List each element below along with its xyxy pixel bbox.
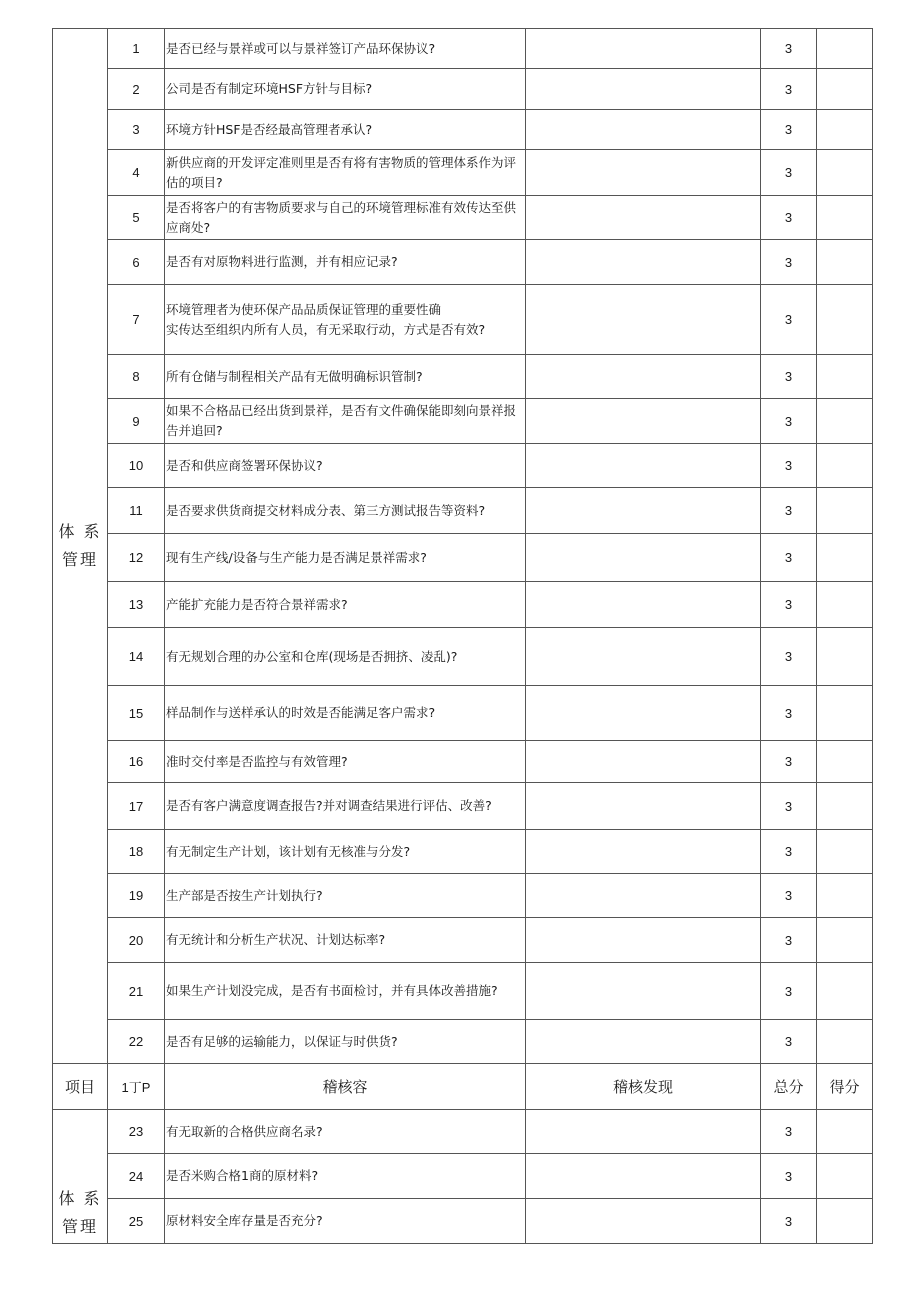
item-number: 23 bbox=[108, 1110, 165, 1154]
total-score: 3 bbox=[761, 488, 817, 534]
audit-finding-cell[interactable] bbox=[526, 240, 761, 285]
total-score: 3 bbox=[761, 963, 817, 1020]
total-score: 3 bbox=[761, 1199, 817, 1244]
total-score: 3 bbox=[761, 150, 817, 196]
score-cell[interactable] bbox=[817, 1199, 873, 1244]
score-cell[interactable] bbox=[817, 110, 873, 150]
table-row bbox=[53, 830, 873, 874]
audit-question: 是否和供应商签署环保协议? bbox=[165, 444, 526, 488]
total-score: 3 bbox=[761, 69, 817, 110]
total-score: 3 bbox=[761, 686, 817, 741]
audit-question: 是否要求供货商提交材料成分表、第三方测试报告等资料? bbox=[165, 488, 526, 534]
score-cell[interactable] bbox=[817, 355, 873, 399]
score-cell[interactable] bbox=[817, 741, 873, 783]
item-number: 6 bbox=[108, 240, 165, 285]
score-cell[interactable] bbox=[817, 582, 873, 628]
audit-finding-cell[interactable] bbox=[526, 444, 761, 488]
table-row bbox=[53, 69, 873, 110]
score-cell[interactable] bbox=[817, 963, 873, 1020]
total-score: 3 bbox=[761, 399, 817, 444]
audit-question: 是否有足够的运输能力，以保证与时供货? bbox=[165, 1020, 526, 1064]
table-row bbox=[53, 534, 873, 582]
audit-question: 是否已经与景祥或可以与景祥签订产品环保协议? bbox=[165, 29, 526, 69]
table-row bbox=[53, 1199, 873, 1244]
header-audit-content: 稽核容 bbox=[165, 1064, 526, 1110]
item-number: 8 bbox=[108, 355, 165, 399]
audit-question: 是否米购合格1商的原材料? bbox=[165, 1154, 526, 1199]
audit-finding-cell[interactable] bbox=[526, 918, 761, 963]
score-cell[interactable] bbox=[817, 444, 873, 488]
section-system-management bbox=[53, 29, 108, 1064]
total-score: 3 bbox=[761, 110, 817, 150]
table-row bbox=[53, 1110, 873, 1154]
total-score: 3 bbox=[761, 918, 817, 963]
item-number: 2 bbox=[108, 69, 165, 110]
item-number: 20 bbox=[108, 918, 165, 963]
item-number: 1 bbox=[108, 29, 165, 69]
score-cell[interactable] bbox=[817, 628, 873, 686]
audit-finding-cell[interactable] bbox=[526, 29, 761, 69]
audit-question: 新供应商的开发评定准则里是否有将有害物质的管理体系作为评估的项目? bbox=[165, 150, 526, 196]
table-row bbox=[53, 1020, 873, 1064]
item-number: 10 bbox=[108, 444, 165, 488]
score-cell[interactable] bbox=[817, 830, 873, 874]
audit-finding-cell[interactable] bbox=[526, 150, 761, 196]
total-score: 3 bbox=[761, 355, 817, 399]
score-cell[interactable] bbox=[817, 534, 873, 582]
audit-finding-cell[interactable] bbox=[526, 963, 761, 1020]
score-cell[interactable] bbox=[817, 1154, 873, 1199]
audit-question: 环境方针HSF是否经最高管理者承认? bbox=[165, 110, 526, 150]
table-row bbox=[53, 741, 873, 783]
score-cell[interactable] bbox=[817, 874, 873, 918]
audit-question: 准时交付率是否监控与有效管理? bbox=[165, 741, 526, 783]
table-row bbox=[53, 874, 873, 918]
header-total-score: 总分 bbox=[761, 1064, 817, 1110]
table-row bbox=[53, 285, 873, 355]
audit-finding-cell[interactable] bbox=[526, 582, 761, 628]
item-number: 17 bbox=[108, 783, 165, 830]
header-audit-finding: 稽核发现 bbox=[526, 1064, 761, 1110]
table-row bbox=[53, 110, 873, 150]
audit-finding-cell[interactable] bbox=[526, 355, 761, 399]
audit-finding-cell[interactable] bbox=[526, 1020, 761, 1064]
audit-question: 如果生产计划没完成，是否有书面检讨，并有具体改善措施? bbox=[165, 963, 526, 1020]
item-number: 12 bbox=[108, 534, 165, 582]
total-score: 3 bbox=[761, 1110, 817, 1154]
audit-finding-cell[interactable] bbox=[526, 830, 761, 874]
audit-question: 原材料安全库存量是否充分? bbox=[165, 1199, 526, 1244]
item-number: 5 bbox=[108, 196, 165, 240]
audit-finding-cell[interactable] bbox=[526, 1154, 761, 1199]
total-score: 3 bbox=[761, 830, 817, 874]
table-row bbox=[53, 783, 873, 830]
audit-question: 有无制定生产计划，该计划有无核准与分发? bbox=[165, 830, 526, 874]
total-score: 3 bbox=[761, 1020, 817, 1064]
score-cell[interactable] bbox=[817, 1110, 873, 1154]
audit-finding-cell[interactable] bbox=[526, 69, 761, 110]
score-cell[interactable] bbox=[817, 686, 873, 741]
total-score: 3 bbox=[761, 196, 817, 240]
item-number: 9 bbox=[108, 399, 165, 444]
table-row bbox=[53, 963, 873, 1020]
audit-question: 环境管理者为使环保产品品质保证管理的重要性确 实传达至组织内所有人员，有无采取行动，方式是否有效? bbox=[165, 285, 526, 355]
audit-question: 有无规划合理的办公室和仓库(现场是否拥挤、凌乱)? bbox=[165, 628, 526, 686]
score-cell[interactable] bbox=[817, 1020, 873, 1064]
score-cell[interactable] bbox=[817, 285, 873, 355]
total-score: 3 bbox=[761, 628, 817, 686]
audit-question: 有无取新的合格供应商名录? bbox=[165, 1110, 526, 1154]
item-number: 3 bbox=[108, 110, 165, 150]
score-cell[interactable] bbox=[817, 69, 873, 110]
score-cell[interactable] bbox=[817, 488, 873, 534]
total-score: 3 bbox=[761, 874, 817, 918]
table-row bbox=[53, 399, 873, 444]
total-score: 3 bbox=[761, 1154, 817, 1199]
item-number: 13 bbox=[108, 582, 165, 628]
score-cell[interactable] bbox=[817, 918, 873, 963]
item-number: 24 bbox=[108, 1154, 165, 1199]
audit-finding-cell[interactable] bbox=[526, 741, 761, 783]
table-row bbox=[53, 29, 873, 69]
item-number: 7 bbox=[108, 285, 165, 355]
table-row bbox=[53, 582, 873, 628]
audit-finding-cell[interactable] bbox=[526, 874, 761, 918]
header-score: 得分 bbox=[817, 1064, 873, 1110]
total-score: 3 bbox=[761, 582, 817, 628]
item-number: 25 bbox=[108, 1199, 165, 1244]
table-row bbox=[53, 150, 873, 196]
score-cell[interactable] bbox=[817, 240, 873, 285]
table-row bbox=[53, 444, 873, 488]
audit-finding-cell[interactable] bbox=[526, 534, 761, 582]
total-score: 3 bbox=[761, 240, 817, 285]
header-number: 1丁P bbox=[108, 1064, 165, 1110]
audit-question: 所有仓储与制程相关产品有无做明确标识管制? bbox=[165, 355, 526, 399]
item-number: 11 bbox=[108, 488, 165, 534]
section-label: 体 系 管理 bbox=[58, 522, 102, 569]
audit-question: 有无统计和分析生产状况、计划达标率? bbox=[165, 918, 526, 963]
audit-checklist-sheet bbox=[52, 28, 872, 1244]
header-item: 项目 bbox=[53, 1064, 108, 1110]
audit-question: 现有生产线/设备与生产能力是否满足景祥需求? bbox=[165, 534, 526, 582]
total-score: 3 bbox=[761, 444, 817, 488]
item-number: 16 bbox=[108, 741, 165, 783]
audit-finding-cell[interactable] bbox=[526, 110, 761, 150]
table-row bbox=[53, 1154, 873, 1199]
audit-finding-cell[interactable] bbox=[526, 1199, 761, 1244]
audit-table bbox=[52, 28, 873, 1244]
audit-finding-cell[interactable] bbox=[526, 399, 761, 444]
score-cell[interactable] bbox=[817, 196, 873, 240]
audit-question: 产能扩充能力是否符合景祥需求? bbox=[165, 582, 526, 628]
audit-finding-cell[interactable] bbox=[526, 1110, 761, 1154]
audit-question: 生产部是否按生产计划执行? bbox=[165, 874, 526, 918]
item-number: 19 bbox=[108, 874, 165, 918]
table-row bbox=[53, 196, 873, 240]
score-cell[interactable] bbox=[817, 399, 873, 444]
audit-finding-cell[interactable] bbox=[526, 488, 761, 534]
audit-question: 公司是否有制定环境HSF方针与目标? bbox=[165, 69, 526, 110]
audit-finding-cell[interactable] bbox=[526, 285, 761, 355]
total-score: 3 bbox=[761, 741, 817, 783]
audit-question: 样品制作与送样承认的时效是否能满足客户需求? bbox=[165, 686, 526, 741]
table-row bbox=[53, 686, 873, 741]
header-row bbox=[53, 1064, 873, 1110]
item-number: 15 bbox=[108, 686, 165, 741]
item-number: 4 bbox=[108, 150, 165, 196]
table-row bbox=[53, 240, 873, 285]
audit-finding-cell[interactable] bbox=[526, 196, 761, 240]
table-row bbox=[53, 918, 873, 963]
total-score: 3 bbox=[761, 783, 817, 830]
audit-finding-cell[interactable] bbox=[526, 628, 761, 686]
score-cell[interactable] bbox=[817, 29, 873, 69]
total-score: 3 bbox=[761, 29, 817, 69]
table-row bbox=[53, 355, 873, 399]
audit-question: 如果不合格品已经出货到景祥，是否有文件确保能即刻向景祥报告并追回? bbox=[165, 399, 526, 444]
section-system-management-2 bbox=[53, 1110, 108, 1244]
table-row bbox=[53, 628, 873, 686]
audit-question: 是否将客户的有害物质要求与自己的环境管理标准有效传达至供应商处? bbox=[165, 196, 526, 240]
item-number: 22 bbox=[108, 1020, 165, 1064]
audit-question: 是否有对原物料进行监测，并有相应记录? bbox=[165, 240, 526, 285]
total-score: 3 bbox=[761, 534, 817, 582]
audit-finding-cell[interactable] bbox=[526, 686, 761, 741]
total-score: 3 bbox=[761, 285, 817, 355]
score-cell[interactable] bbox=[817, 150, 873, 196]
audit-finding-cell[interactable] bbox=[526, 783, 761, 830]
table-row bbox=[53, 488, 873, 534]
item-number: 18 bbox=[108, 830, 165, 874]
item-number: 21 bbox=[108, 963, 165, 1020]
score-cell[interactable] bbox=[817, 783, 873, 830]
section-label: 体 系 管理 bbox=[58, 1189, 102, 1236]
audit-question: 是否有客户满意度调查报告?并对调查结果进行评估、改善? bbox=[165, 783, 526, 830]
item-number: 14 bbox=[108, 628, 165, 686]
